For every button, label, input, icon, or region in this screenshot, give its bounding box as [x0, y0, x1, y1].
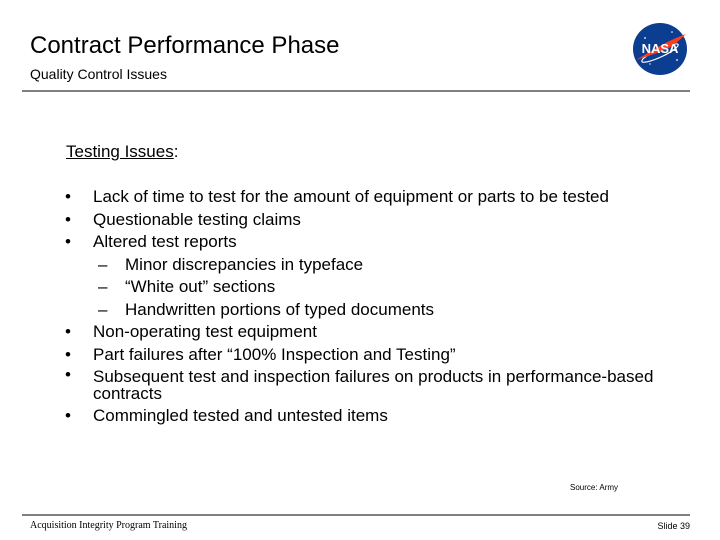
list-item: • Lack of time to test for the amount of equipment or parts to be tested [62, 186, 702, 209]
slide-title: Contract Performance Phase [30, 32, 340, 59]
section-heading [66, 142, 178, 162]
bullet-marker: • [65, 406, 71, 425]
sub-list-item: – Handwritten portions of typed documents [93, 299, 702, 322]
testing-issues-list [62, 186, 702, 428]
section-heading-colon: : [173, 142, 179, 161]
nasa-logo [630, 20, 690, 78]
nasa-logo-text: NASA [641, 41, 679, 56]
altered-reports-sublist [93, 254, 702, 322]
list-item: • Questionable testing claims [62, 209, 702, 232]
slide-subtitle: Quality Control Issues [30, 66, 167, 82]
list-item: • Commingled tested and untested items [62, 405, 702, 428]
list-item: • Subsequent test and inspection failures on products in performance-based contracts [65, 365, 654, 403]
section-heading-text: Testing Issues [66, 142, 174, 161]
header-divider [22, 90, 690, 92]
bullet-marker: • [65, 365, 71, 384]
sub-list-item: – “White out” sections [93, 276, 702, 299]
dash-marker: – [98, 299, 108, 319]
slide-number: Slide 39 [657, 521, 690, 531]
list-item: • Non-operating test equipment [62, 321, 702, 344]
dash-marker: – [98, 254, 108, 274]
sub-list-item: – Minor discrepancies in typeface [93, 254, 702, 277]
list-item: • Altered test reports – Minor discrepancies in typeface – “White out” sections – Handwritten portions of typed documents [62, 231, 702, 321]
source-note: Source: Army [570, 483, 619, 492]
bullet-marker: • [65, 322, 71, 341]
footer-divider [22, 514, 690, 516]
bullet-marker: • [65, 187, 71, 206]
bullet-marker: • [65, 209, 71, 229]
bullet-marker: • [65, 344, 71, 364]
footer-program-name: Acquisition Integrity Program Training [30, 520, 187, 531]
list-item: • Part failures after “100% Inspection and Testing” [62, 344, 702, 367]
dash-marker: – [98, 277, 108, 296]
bullet-marker: • [65, 232, 71, 251]
